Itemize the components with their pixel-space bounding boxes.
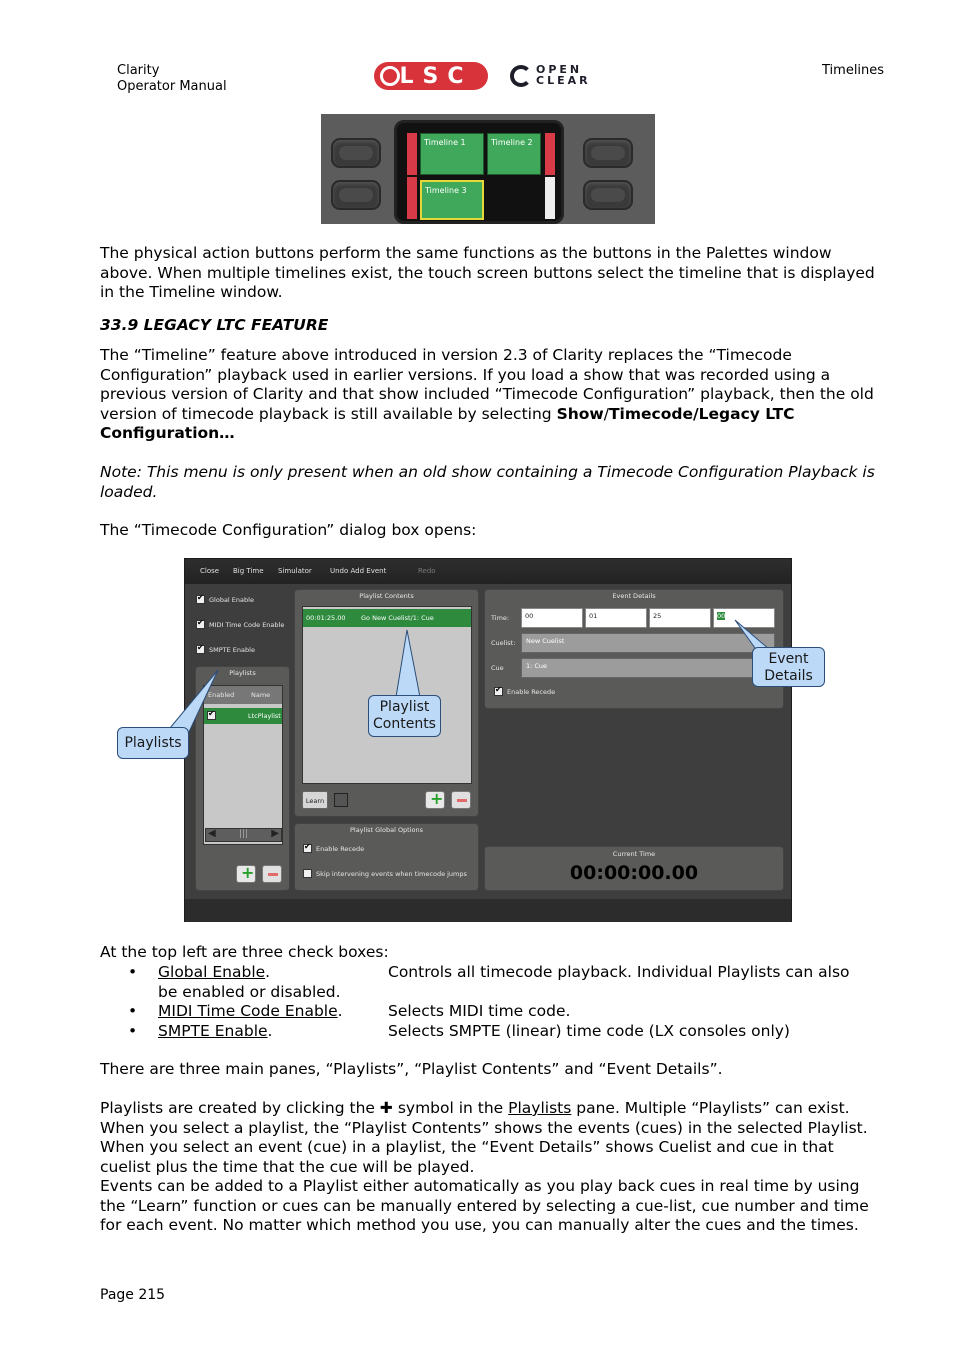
playlist-global-options-title: Playlist Global Options: [349, 826, 424, 834]
global-enable-desc: Controls all timecode playback. Individual Playlists can also: [388, 963, 850, 981]
event-details-callout: [752, 647, 825, 687]
header-section: Timelines: [822, 63, 885, 78]
bullet-list: [100, 963, 880, 1041]
global-enable-term: Global Enable: [158, 963, 266, 981]
menu-close[interactable]: Close: [200, 567, 220, 575]
smpte-enable-term: SMPTE Enable: [158, 1021, 268, 1040]
global-enable-desc2: be enabled or disabled.: [158, 982, 341, 1001]
note-paragraph: Note: This menu is only present when an old show containing a Timecode Configuration Playback is loaded.: [100, 463, 875, 501]
legacy-paragraph-text: The “Timeline” feature above introduced in version 2.3 of Clarity replaces the “Timecode Configuration” playback used in earlier versions. If you load a show that was recorded using a previous version of Clarity and that show included “Timecode Configuration” playback, then the old version of timecode playback is still available by selecting: [100, 346, 874, 423]
menu-timecode-legacy: Timecode/Legacy LTC Configuration…: [100, 404, 795, 442]
playlist-contents-callout: [368, 695, 441, 737]
cue-select[interactable]: 1: Cue: [521, 658, 775, 678]
cuelist-label: Cuelist:: [491, 639, 516, 647]
playlist-contents-pointer: [396, 630, 420, 697]
scroll-left-icon[interactable]: ◀: [208, 828, 216, 839]
header-manual: Operator Manual: [117, 79, 227, 94]
section-heading: 33.9 LEGACY LTC FEATURE: [100, 316, 329, 334]
scroll-right-icon[interactable]: ▶: [271, 828, 279, 839]
page-number: Page 215: [100, 1287, 166, 1303]
playlist-contents-title: Playlist Contents: [359, 592, 414, 600]
lsc-logo-text: LSC: [399, 63, 473, 89]
bullet-item: • MIDI Time Code Enable. Selects MIDI time code.: [128, 1002, 571, 1020]
global-enable-label: Global Enable: [209, 596, 254, 604]
playlists-link: Playlists: [508, 1099, 572, 1117]
plus-icon: ✚: [379, 1099, 393, 1117]
menu-big-time[interactable]: Big Time: [233, 567, 264, 575]
event-details-callout-line1: Event: [768, 651, 809, 667]
open-logo-text: OPEN: [536, 63, 583, 76]
menu-undo[interactable]: Undo Add Event: [330, 567, 387, 575]
bullet-icon: •: [128, 1021, 138, 1040]
column-name: Name: [251, 691, 271, 699]
bullet-icon: •: [128, 963, 138, 981]
playlists-title: Playlists: [229, 669, 256, 677]
scroll-thumb[interactable]: |||: [239, 829, 249, 839]
event-details-title: Event Details: [612, 592, 656, 600]
playlist-name: LtcPlaylist: [248, 712, 281, 720]
event-details-callout-line2: Details: [764, 668, 813, 684]
timeline-1-button: Timeline 1: [420, 133, 484, 175]
menu-slash: /: [603, 404, 609, 423]
playlists-pointer: [170, 670, 218, 734]
event-details-pointer: [735, 620, 770, 650]
playlist-contents-callout-line1: Playlist: [379, 699, 430, 715]
panes-paragraph: There are three main panes, “Playlists”, “Playlist Contents” and “Event Details”.: [100, 1060, 723, 1078]
time-label: Time:: [491, 614, 510, 622]
playlists-paragraph: Playlists are created by clicking the ✚ symbol in the Playlists pane. Multiple “Playlists” can exist. When you select a playlist, the “Playlist Contents” shows the events (cues) in the selected Playlist. When you select an event (cue) in a playlist, the “Event Details” shows Cuelist and cue in that cuelist plus the time that the cue will be played.: [100, 1099, 868, 1176]
cuelist-select[interactable]: New Cuelist: [521, 633, 775, 653]
bullet-item: • Global Enable. Controls all timecode playback. Individual Playlists can also be enabled or disabled.: [128, 963, 850, 1001]
time-seconds-field[interactable]: 25: [649, 608, 711, 628]
checkboxes-intro: At the top left are three check boxes:: [100, 943, 389, 961]
playlists-callout: Playlists: [117, 727, 189, 759]
menu-redo[interactable]: Redo: [418, 567, 436, 575]
clear-logo-text: CLEAR: [536, 74, 591, 87]
bullet-item: • SMPTE Enable. Selects SMPTE (linear) time code (LX consoles only): [128, 1021, 790, 1040]
time-minutes-field[interactable]: 01: [585, 608, 647, 628]
smpte-enable-desc: Selects SMPTE (linear) time code (LX consoles only): [388, 1021, 790, 1040]
enable-recede-label: Enable Recede: [316, 845, 365, 853]
event-recede-label: Enable Recede: [507, 688, 556, 696]
learn-button[interactable]: Learn: [302, 791, 328, 809]
bullet-icon: •: [128, 1002, 138, 1020]
column-enabled: Enabled: [208, 691, 235, 699]
dialog-intro: The “Timecode Configuration” dialog box opens:: [100, 521, 477, 539]
playlist-contents-callout-line2: Contents: [373, 716, 436, 732]
cue-label: Cue: [491, 664, 504, 672]
header-product: Clarity: [117, 63, 160, 78]
intro-paragraph: The physical action buttons perform the same functions as the buttons in the Palettes window above. When multiple timelines exist, the touch screen buttons select the timeline that is displayed in the Timeline window.: [100, 244, 875, 301]
timeline-3-button: Timeline 3: [420, 180, 484, 220]
menu-simulator[interactable]: Simulator: [278, 567, 312, 575]
midi-timecode-label: MIDI Time Code Enable: [209, 621, 285, 629]
midi-timecode-desc: Selects MIDI time code.: [388, 1002, 571, 1020]
time-hours-field[interactable]: 00: [521, 608, 583, 628]
smpte-enable-label: SMPTE Enable: [209, 646, 255, 654]
timeline-2-button: Timeline 2: [487, 133, 541, 175]
current-time-value: 00:00:00.00: [569, 862, 699, 884]
midi-timecode-term: MIDI Time Code Enable: [158, 1002, 338, 1020]
event-cue: Go New Cuelist/1: Cue: [361, 614, 434, 622]
menu-show: Show: [556, 404, 604, 423]
events-paragraph: Events can be added to a Playlist either automatically as you play back cues in real time by using the “Learn” function or cues can be manually entered by selecting a cue-list, cue number and time for each event. No matter which method you use, you can manually alter the cues and the times.: [100, 1177, 869, 1234]
skip-events-label: Skip intervening events when timecode jumps: [316, 870, 467, 878]
current-time-title: Current Time: [612, 850, 656, 858]
event-time: 00:01:25.00: [306, 614, 346, 622]
time-frames-value: 00: [717, 612, 726, 620]
